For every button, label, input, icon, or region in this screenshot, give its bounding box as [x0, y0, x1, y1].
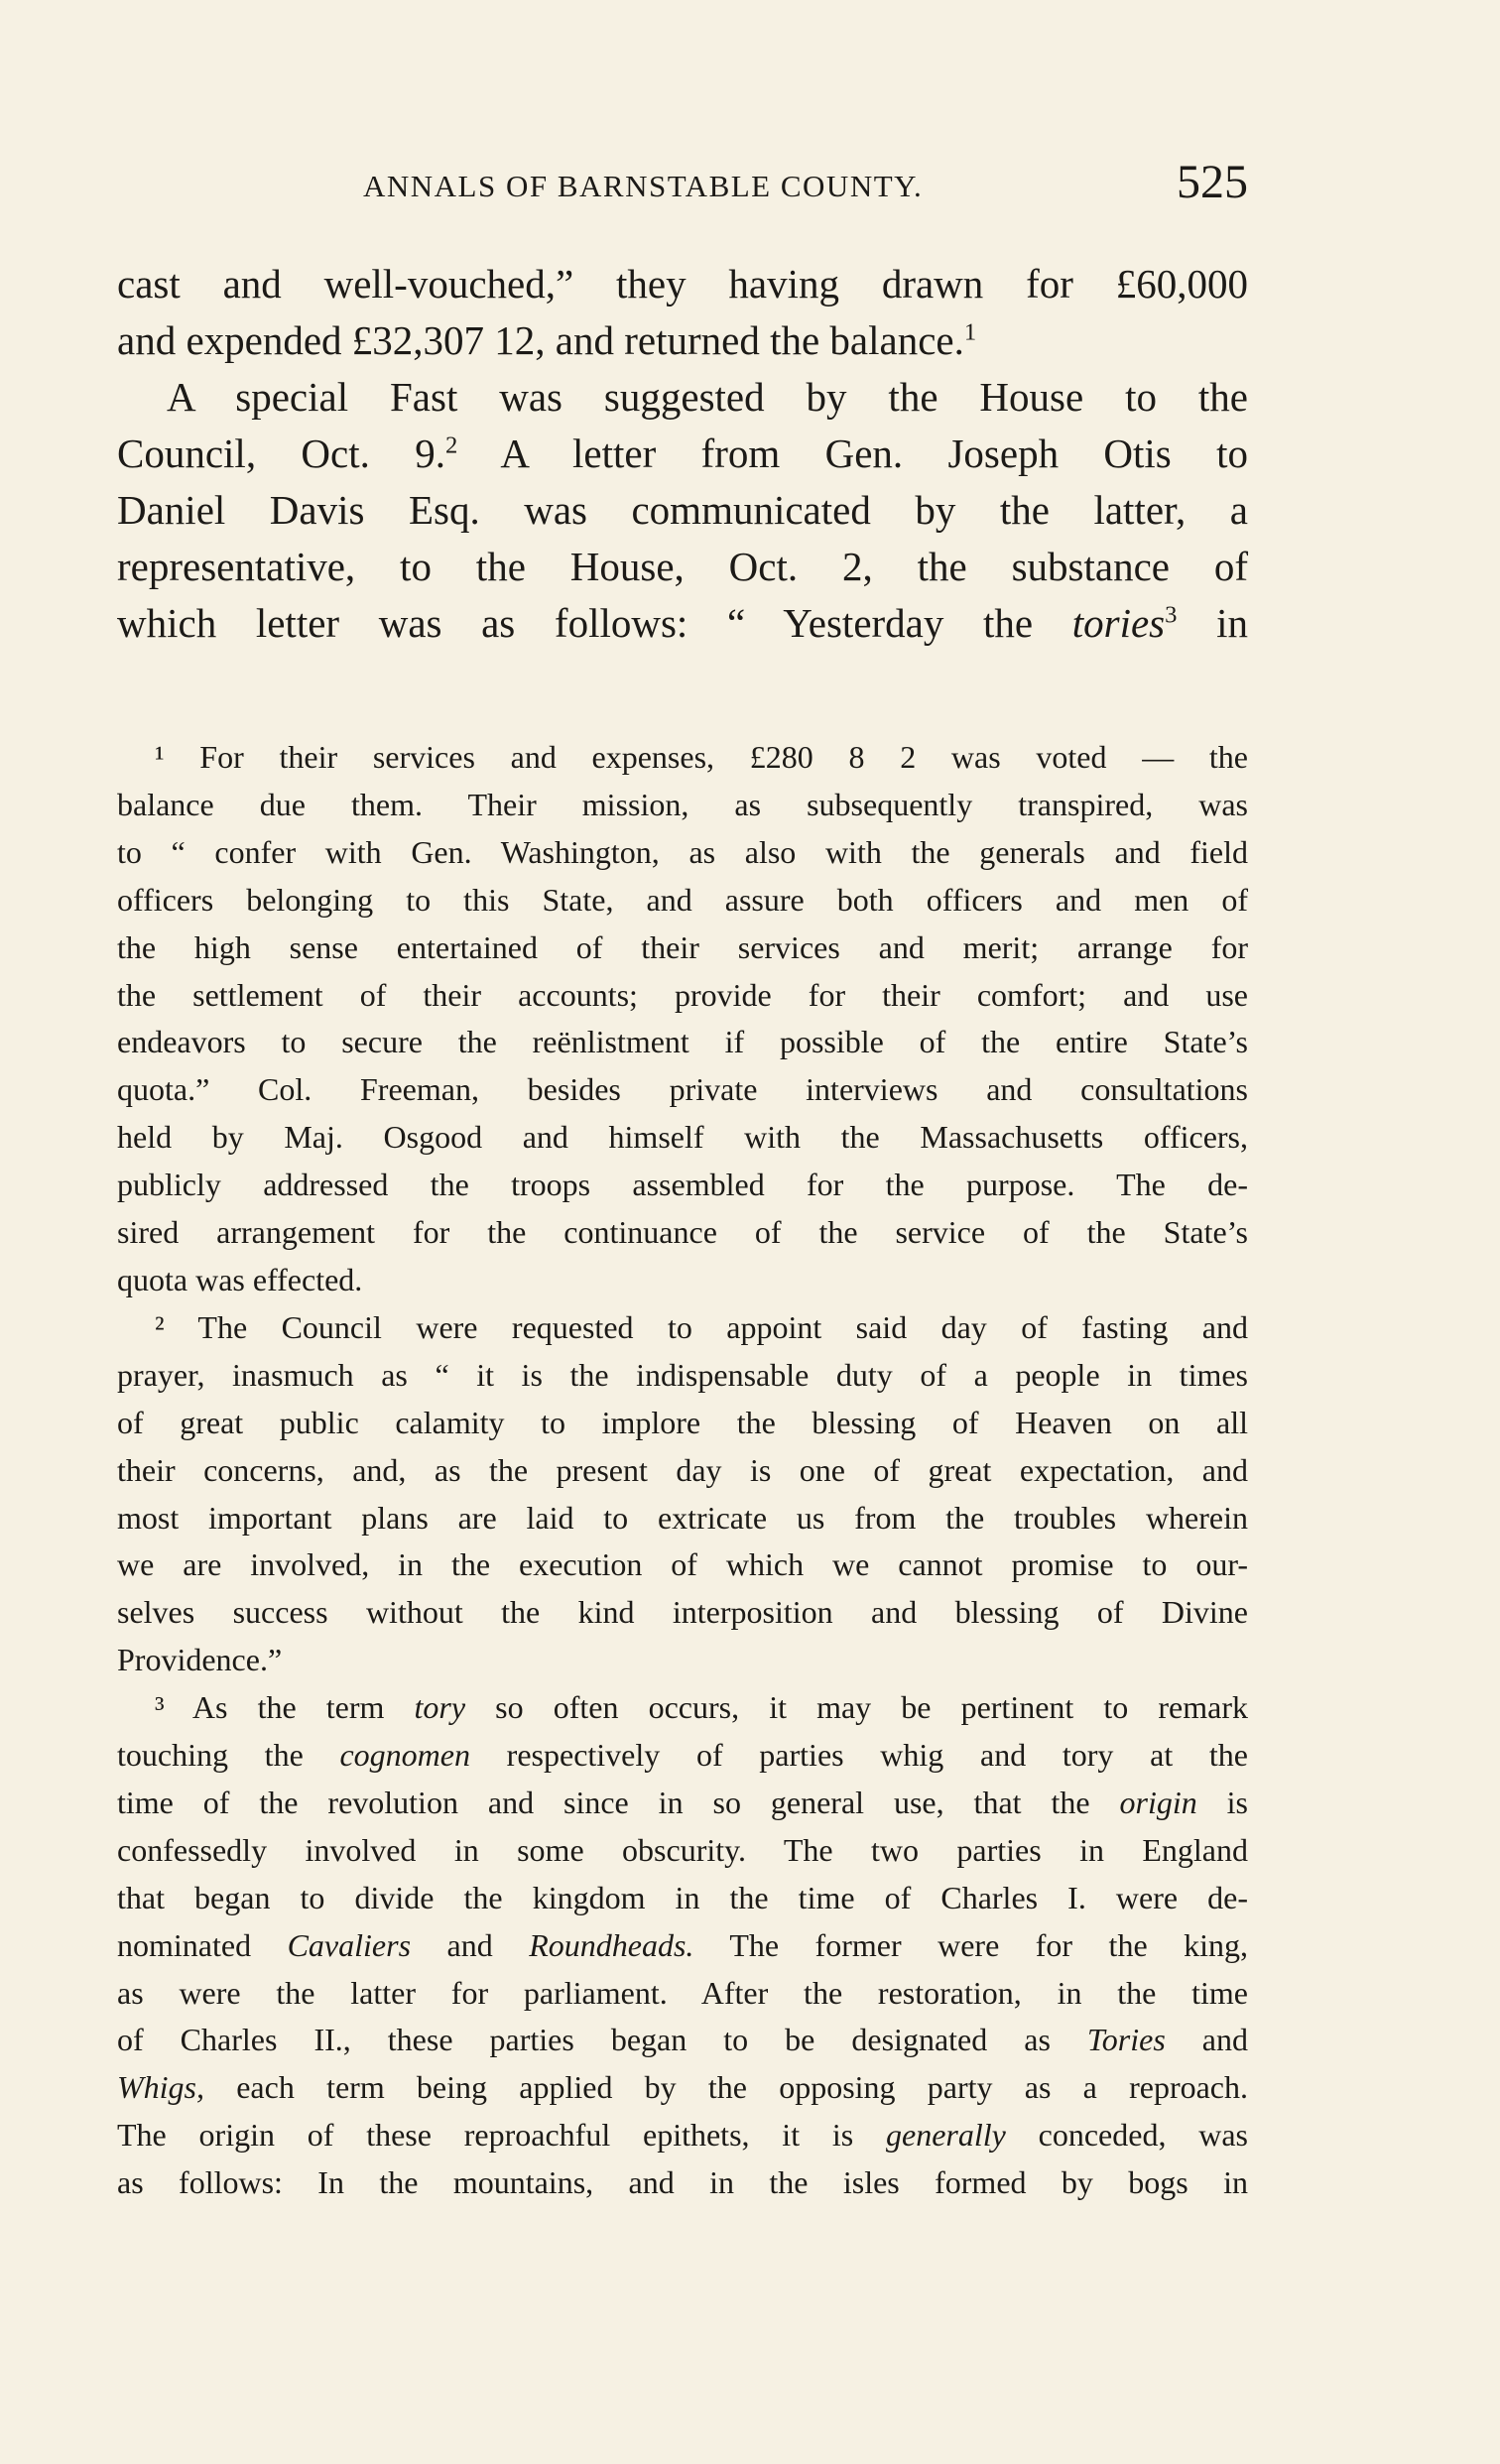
footnote-text: The former were for the king,	[693, 1926, 1249, 1963]
footnote-italic-text: generally	[886, 2117, 1006, 2154]
footnote-text: each term being applied by the opposing party as a reproach.	[204, 2069, 1248, 2106]
body-note-ref: 1	[963, 318, 977, 346]
footnote-italic-text: Tories	[1086, 2022, 1166, 2058]
footnote-line	[117, 734, 1248, 782]
footnote-text: and	[411, 1926, 530, 1963]
footnote-italic-text: Roundheads.	[529, 1926, 694, 1963]
body-line	[117, 426, 1248, 482]
footnote-text: balance due them. Their mission, as subsequently transpired, was	[117, 786, 1248, 822]
body-line	[117, 539, 1248, 595]
footnote-line	[117, 1970, 1248, 2018]
body-text: Council, Oct. 9.	[117, 431, 445, 476]
footnote-text: the high sense entertained of their services and merit; arrange for	[117, 928, 1248, 965]
footnote-line	[117, 1732, 1248, 1780]
footnote-text: the settlement of their accounts; provide for their comfort; and use	[117, 976, 1248, 1013]
body-line	[117, 256, 1248, 312]
footnote-text: of Charles II., these parties began to be designated as	[117, 2022, 1087, 2058]
footnote-line	[117, 1257, 1248, 1304]
footnote-line	[117, 1352, 1248, 1400]
footnote-italic-text: cognomen	[339, 1737, 470, 1774]
footnote-text: Providence.”	[117, 1642, 283, 1678]
footnote-line	[117, 1589, 1248, 1637]
footnote-text: of great public calamity to implore the blessing of Heaven on all	[117, 1404, 1248, 1440]
footnote-line	[117, 2112, 1248, 2159]
footnote-line	[117, 877, 1248, 924]
footnote-text: quota was effected.	[117, 1261, 363, 1297]
footnote-line	[117, 1019, 1248, 1066]
body-text	[117, 256, 1248, 652]
body-text: Daniel Davis Esq. was communicated by the latter, a	[117, 487, 1248, 533]
footnote-line	[117, 2017, 1248, 2064]
body-line	[117, 482, 1248, 539]
footnote-line	[117, 1922, 1248, 1970]
footnote-text: endeavors to secure the reënlistment if possible of the entire State’s	[117, 1024, 1248, 1060]
footnote-text: nominated	[117, 1926, 288, 1963]
footnote-text: prayer, inasmuch as “ it is the indispensable duty of a people in times	[117, 1356, 1248, 1393]
body-text: cast and well-vouched,” they having drawn for £60,000	[117, 261, 1248, 307]
footnote-text: most important plans are laid to extricate us from the troubles wherein	[117, 1499, 1248, 1536]
page-number: 525	[1177, 156, 1248, 208]
footnote-text: held by Maj. Osgood and himself with the Massachusetts officers,	[117, 1119, 1248, 1156]
footnote-italic-text: Whigs,	[117, 2069, 204, 2106]
body-text: in	[1177, 600, 1248, 646]
footnote-text: so often occurs, it may be pertinent to remark	[465, 1689, 1249, 1726]
footnote-line	[117, 782, 1248, 829]
body-text: and expended £32,307 12, and returned the balance.	[117, 317, 964, 363]
footnote-text: respectively of parties whig and tory at the	[469, 1737, 1249, 1774]
footnote-text: as were the latter for parliament. After the restoration, in the time	[117, 1974, 1248, 2011]
footnote-line	[117, 972, 1248, 1020]
footnote-text: confessedly involved in some obscurity. The two parties in England	[117, 1831, 1248, 1868]
footnote-text: ³ As the term	[155, 1689, 415, 1726]
body-line	[117, 369, 1248, 426]
footnote-line	[117, 1447, 1248, 1495]
footnote-text: selves success without the kind interposition and blessing of Divine	[117, 1594, 1248, 1631]
body-italic-text: tories	[1071, 600, 1166, 646]
footnote-line	[117, 1780, 1248, 1827]
footnote-line	[117, 1304, 1248, 1352]
footnote-line	[117, 1114, 1248, 1162]
footnote-line	[117, 1827, 1248, 1875]
footnote-text: sired arrangement for the continuance of the service of the State’s	[117, 1214, 1248, 1251]
body-line	[117, 595, 1248, 652]
footnote-text: officers belonging to this State, and assure both officers and men of	[117, 881, 1248, 918]
footnote-line	[117, 1066, 1248, 1114]
footnote-text: ² The Council were requested to appoint said day of fasting and	[155, 1308, 1248, 1345]
body-line	[117, 312, 1248, 369]
footnote-text: and	[1165, 2022, 1248, 2058]
footnote-line	[117, 1684, 1248, 1732]
footnote-line	[117, 1875, 1248, 1922]
footnote-text: touching the	[117, 1737, 340, 1774]
page-header	[117, 149, 1248, 218]
footnote-line	[117, 1400, 1248, 1447]
footnote-line	[117, 2159, 1248, 2207]
footnote-line	[117, 1162, 1248, 1209]
footnote-line	[117, 2064, 1248, 2112]
footnotes	[117, 734, 1248, 2207]
body-note-ref: 3	[1165, 601, 1178, 629]
body-note-ref: 2	[444, 431, 458, 459]
footnote-line	[117, 1541, 1248, 1589]
footnote-text: ¹ For their services and expenses, £280 8 2 was voted — the	[155, 739, 1248, 775]
footnote-text: as follows: In the mountains, and in the isles formed by bogs in	[117, 2164, 1248, 2201]
body-text: which letter was as follows: “ Yesterday the	[117, 600, 1072, 646]
footnote-text: that began to divide the kingdom in the time of Charles I. were de-	[117, 1879, 1248, 1915]
body-text: A letter from Gen. Joseph Otis to	[457, 431, 1248, 476]
running-head: ANNALS OF BARNSTABLE COUNTY.	[363, 169, 924, 203]
footnote-italic-text: Cavaliers	[287, 1926, 412, 1963]
footnote-line	[117, 924, 1248, 972]
footnote-italic-text: tory	[414, 1689, 466, 1726]
footnote-line	[117, 1209, 1248, 1257]
footnote-text: The origin of these reproachful epithets, it is	[117, 2117, 887, 2154]
footnote-line	[117, 1495, 1248, 1542]
body-text: A special Fast was suggested by the House to the	[167, 374, 1248, 420]
footnote-text: we are involved, in the execution of which we cannot promise to our-	[117, 1546, 1248, 1583]
footnote-text: is	[1196, 1784, 1249, 1820]
footnote-text: their concerns, and, as the present day is one of great expectation, and	[117, 1451, 1248, 1488]
footnote-text: quota.” Col. Freeman, besides private interviews and consultations	[117, 1071, 1248, 1108]
footnote-line	[117, 829, 1248, 877]
footnote-text: publicly addressed the troops assembled for the purpose. The de-	[117, 1167, 1248, 1203]
body-text: representative, to the House, Oct. 2, the substance of	[117, 544, 1248, 589]
footnote-line	[117, 1637, 1248, 1684]
footnote-text: to “ confer with Gen. Washington, as also with the generals and field	[117, 833, 1248, 870]
footnote-text: conceded, was	[1005, 2117, 1249, 2154]
footnote-italic-text: origin	[1119, 1784, 1197, 1820]
footnote-text: time of the revolution and since in so general use, that the	[117, 1784, 1120, 1820]
